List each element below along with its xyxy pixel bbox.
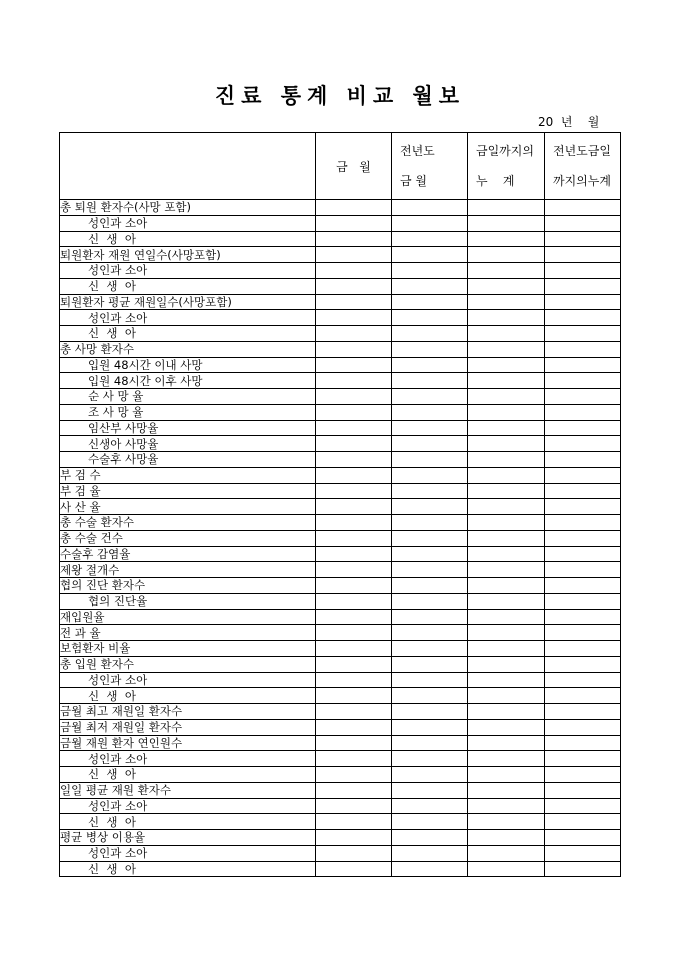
value-cell[interactable] — [545, 704, 621, 720]
table-row — [60, 263, 621, 279]
value-cell[interactable] — [316, 357, 392, 373]
table-row — [60, 735, 621, 751]
row-label: 총 퇴원 환자수(사망 포함) — [60, 200, 316, 216]
row-label: 성인과 소아 — [60, 751, 316, 767]
table-row — [60, 200, 621, 216]
table-row — [60, 310, 621, 326]
row-label: 일일 평균 재원 환자수 — [60, 782, 316, 798]
value-cell[interactable] — [468, 483, 545, 499]
row-label: 금월 최저 재원일 환자수 — [60, 719, 316, 735]
row-label: 퇴원환자 평균 재원일수(사망포함) — [60, 294, 316, 310]
value-cell[interactable] — [545, 310, 621, 326]
value-cell[interactable] — [468, 389, 545, 405]
table-row — [60, 656, 621, 672]
table-row — [60, 830, 621, 846]
row-label: 퇴원환자 재원 연일수(사망포함) — [60, 247, 316, 263]
value-cell[interactable] — [545, 656, 621, 672]
value-cell[interactable] — [545, 467, 621, 483]
table-row — [60, 294, 621, 310]
table-row — [60, 782, 621, 798]
value-cell[interactable] — [545, 672, 621, 688]
value-cell[interactable] — [468, 672, 545, 688]
value-cell[interactable] — [392, 562, 468, 578]
row-label: 성인과 소아 — [60, 310, 316, 326]
row-label: 수술후 사망율 — [60, 452, 316, 468]
value-cell[interactable] — [316, 562, 392, 578]
value-cell[interactable] — [545, 562, 621, 578]
value-cell[interactable] — [468, 310, 545, 326]
value-cell[interactable] — [392, 483, 468, 499]
value-cell[interactable] — [545, 641, 621, 657]
value-cell[interactable] — [545, 373, 621, 389]
row-label: 평균 병상 이용율 — [60, 830, 316, 846]
value-cell[interactable] — [545, 814, 621, 830]
value-cell[interactable] — [468, 546, 545, 562]
value-cell[interactable] — [392, 263, 468, 279]
value-cell[interactable] — [392, 499, 468, 515]
value-cell[interactable] — [545, 830, 621, 846]
value-cell[interactable] — [392, 326, 468, 342]
table-row — [60, 452, 621, 468]
row-label: 신 생 아 — [60, 767, 316, 783]
value-cell[interactable] — [316, 341, 392, 357]
value-cell[interactable] — [468, 404, 545, 420]
value-cell[interactable] — [316, 420, 392, 436]
value-cell[interactable] — [545, 294, 621, 310]
value-cell[interactable] — [316, 200, 392, 216]
row-label: 신 생 아 — [60, 278, 316, 294]
table-row — [60, 389, 621, 405]
value-cell[interactable] — [316, 546, 392, 562]
header-item — [60, 133, 316, 200]
row-label: 사 산 율 — [60, 499, 316, 515]
value-cell[interactable] — [392, 830, 468, 846]
value-cell[interactable] — [468, 578, 545, 594]
value-cell[interactable] — [392, 735, 468, 751]
value-cell[interactable] — [392, 294, 468, 310]
value-cell[interactable] — [316, 861, 392, 877]
value-cell[interactable] — [392, 688, 468, 704]
table-row — [60, 609, 621, 625]
table-row — [60, 357, 621, 373]
table-row — [60, 278, 621, 294]
table-row — [60, 719, 621, 735]
row-label: 입원 48시간 이후 사망 — [60, 373, 316, 389]
value-cell[interactable] — [316, 814, 392, 830]
row-label: 순 사 망 율 — [60, 389, 316, 405]
value-cell[interactable] — [545, 326, 621, 342]
row-label: 부 검 율 — [60, 483, 316, 499]
value-cell[interactable] — [316, 294, 392, 310]
row-label: 전 과 율 — [60, 625, 316, 641]
value-cell[interactable] — [545, 436, 621, 452]
value-cell[interactable] — [316, 578, 392, 594]
header-row — [60, 133, 621, 200]
header-line2: 누 계 — [476, 174, 515, 188]
table-row — [60, 845, 621, 861]
table-row — [60, 326, 621, 342]
value-cell[interactable] — [545, 357, 621, 373]
header-this-month — [316, 133, 392, 200]
table-row — [60, 641, 621, 657]
value-cell[interactable] — [392, 436, 468, 452]
value-cell[interactable] — [545, 625, 621, 641]
value-cell[interactable] — [468, 530, 545, 546]
value-cell[interactable] — [468, 515, 545, 531]
row-label: 총 입원 환자수 — [60, 656, 316, 672]
table-row — [60, 215, 621, 231]
value-cell[interactable] — [545, 483, 621, 499]
row-label: 신 생 아 — [60, 231, 316, 247]
value-cell[interactable] — [468, 767, 545, 783]
value-cell[interactable] — [468, 263, 545, 279]
table-row — [60, 546, 621, 562]
table-row — [60, 231, 621, 247]
value-cell[interactable] — [468, 562, 545, 578]
value-cell[interactable] — [545, 263, 621, 279]
value-cell[interactable] — [392, 247, 468, 263]
value-cell[interactable] — [545, 515, 621, 531]
value-cell[interactable] — [545, 798, 621, 814]
value-cell[interactable] — [392, 200, 468, 216]
table-row — [60, 247, 621, 263]
table-row — [60, 436, 621, 452]
value-cell[interactable] — [545, 767, 621, 783]
value-cell[interactable] — [545, 200, 621, 216]
table-row — [60, 483, 621, 499]
value-cell[interactable] — [316, 609, 392, 625]
value-cell[interactable] — [468, 656, 545, 672]
value-cell[interactable] — [468, 436, 545, 452]
value-cell[interactable] — [316, 436, 392, 452]
value-cell[interactable] — [545, 341, 621, 357]
value-cell[interactable] — [316, 452, 392, 468]
value-cell[interactable] — [392, 641, 468, 657]
value-cell[interactable] — [468, 278, 545, 294]
value-cell[interactable] — [316, 467, 392, 483]
value-cell[interactable] — [392, 861, 468, 877]
value-cell[interactable] — [316, 688, 392, 704]
value-cell[interactable] — [316, 231, 392, 247]
value-cell[interactable] — [392, 578, 468, 594]
value-cell[interactable] — [392, 404, 468, 420]
value-cell[interactable] — [392, 625, 468, 641]
value-cell[interactable] — [545, 420, 621, 436]
value-cell[interactable] — [468, 830, 545, 846]
row-label: 협의 진단 환자수 — [60, 578, 316, 594]
row-label: 보험환자 비율 — [60, 641, 316, 657]
value-cell[interactable] — [468, 420, 545, 436]
value-cell[interactable] — [316, 404, 392, 420]
header-line1: 전년도 — [400, 144, 435, 158]
row-label: 임산부 사망율 — [60, 420, 316, 436]
value-cell[interactable] — [468, 609, 545, 625]
value-cell[interactable] — [392, 215, 468, 231]
value-cell[interactable] — [392, 814, 468, 830]
value-cell[interactable] — [316, 483, 392, 499]
value-cell[interactable] — [545, 546, 621, 562]
table-row — [60, 404, 621, 420]
value-cell[interactable] — [545, 499, 621, 515]
row-label: 총 수술 환자수 — [60, 515, 316, 531]
table-row — [60, 578, 621, 594]
row-label: 협의 진단율 — [60, 593, 316, 609]
value-cell[interactable] — [392, 420, 468, 436]
value-cell[interactable] — [468, 341, 545, 357]
table-row — [60, 530, 621, 546]
table-row — [60, 625, 621, 641]
date-line: 20 년 월 — [538, 115, 600, 129]
value-cell[interactable] — [316, 593, 392, 609]
document-title: 진료 통계 비교 월보 — [214, 83, 466, 108]
header-prev-year-month — [392, 133, 468, 200]
value-cell[interactable] — [468, 215, 545, 231]
row-label: 성인과 소아 — [60, 263, 316, 279]
value-cell[interactable] — [468, 326, 545, 342]
row-label: 신 생 아 — [60, 326, 316, 342]
value-cell[interactable] — [468, 247, 545, 263]
value-cell[interactable] — [316, 735, 392, 751]
value-cell[interactable] — [316, 278, 392, 294]
value-cell[interactable] — [545, 609, 621, 625]
value-cell[interactable] — [545, 688, 621, 704]
row-label: 총 사망 환자수 — [60, 341, 316, 357]
table-row — [60, 467, 621, 483]
value-cell[interactable] — [468, 719, 545, 735]
row-label: 부 검 수 — [60, 467, 316, 483]
header-line2: 까지의누계 — [553, 174, 611, 188]
value-cell[interactable] — [545, 247, 621, 263]
value-cell[interactable] — [392, 546, 468, 562]
value-cell[interactable] — [392, 341, 468, 357]
table-row — [60, 767, 621, 783]
value-cell[interactable] — [392, 656, 468, 672]
row-label: 입원 48시간 이내 사망 — [60, 357, 316, 373]
table-row — [60, 593, 621, 609]
value-cell[interactable] — [468, 735, 545, 751]
table-row — [60, 814, 621, 830]
value-cell[interactable] — [316, 215, 392, 231]
value-cell[interactable] — [316, 767, 392, 783]
value-cell[interactable] — [392, 767, 468, 783]
value-cell[interactable] — [316, 389, 392, 405]
value-cell[interactable] — [316, 830, 392, 846]
value-cell[interactable] — [316, 530, 392, 546]
row-label: 조 사 망 율 — [60, 404, 316, 420]
value-cell[interactable] — [392, 373, 468, 389]
row-label: 성인과 소아 — [60, 215, 316, 231]
value-cell[interactable] — [316, 798, 392, 814]
row-label: 신생아 사망율 — [60, 436, 316, 452]
table-row — [60, 515, 621, 531]
value-cell[interactable] — [392, 310, 468, 326]
table-row — [60, 562, 621, 578]
row-label: 신 생 아 — [60, 814, 316, 830]
value-cell[interactable] — [545, 593, 621, 609]
value-cell[interactable] — [392, 593, 468, 609]
table-row — [60, 341, 621, 357]
value-cell[interactable] — [316, 326, 392, 342]
value-cell[interactable] — [316, 310, 392, 326]
table-body — [60, 200, 621, 877]
value-cell[interactable] — [316, 704, 392, 720]
value-cell[interactable] — [468, 688, 545, 704]
header-prev-year-cumulative — [545, 133, 621, 200]
value-cell[interactable] — [316, 719, 392, 735]
value-cell[interactable] — [392, 845, 468, 861]
value-cell[interactable] — [316, 263, 392, 279]
row-label: 신 생 아 — [60, 688, 316, 704]
value-cell[interactable] — [545, 404, 621, 420]
value-cell[interactable] — [545, 751, 621, 767]
row-label: 성인과 소아 — [60, 798, 316, 814]
value-cell[interactable] — [392, 278, 468, 294]
row-label: 재입원율 — [60, 609, 316, 625]
value-cell[interactable] — [316, 672, 392, 688]
row-label: 총 수술 건수 — [60, 530, 316, 546]
value-cell[interactable] — [316, 641, 392, 657]
value-cell[interactable] — [545, 845, 621, 861]
value-cell[interactable] — [316, 845, 392, 861]
value-cell[interactable] — [468, 499, 545, 515]
value-cell[interactable] — [468, 467, 545, 483]
value-cell[interactable] — [468, 798, 545, 814]
value-cell[interactable] — [392, 452, 468, 468]
value-cell[interactable] — [468, 782, 545, 798]
value-cell[interactable] — [468, 845, 545, 861]
value-cell[interactable] — [468, 373, 545, 389]
value-cell[interactable] — [316, 515, 392, 531]
value-cell[interactable] — [316, 656, 392, 672]
table-row — [60, 861, 621, 877]
value-cell[interactable] — [545, 452, 621, 468]
value-cell[interactable] — [316, 373, 392, 389]
table-row — [60, 499, 621, 515]
table-row — [60, 704, 621, 720]
value-cell[interactable] — [545, 735, 621, 751]
value-cell[interactable] — [392, 719, 468, 735]
value-cell[interactable] — [545, 578, 621, 594]
value-cell[interactable] — [392, 704, 468, 720]
header-line1: 전년도금일 — [553, 144, 611, 158]
value-cell[interactable] — [316, 625, 392, 641]
header-this-month-label: 금 월 — [336, 159, 371, 174]
value-cell[interactable] — [468, 861, 545, 877]
value-cell[interactable] — [392, 515, 468, 531]
value-cell[interactable] — [392, 530, 468, 546]
table-row — [60, 373, 621, 389]
value-cell[interactable] — [545, 719, 621, 735]
value-cell[interactable] — [468, 231, 545, 247]
row-label: 성인과 소아 — [60, 672, 316, 688]
row-label: 금월 최고 재원일 환자수 — [60, 704, 316, 720]
row-label: 신 생 아 — [60, 861, 316, 877]
value-cell[interactable] — [545, 530, 621, 546]
value-cell[interactable] — [392, 231, 468, 247]
value-cell[interactable] — [392, 357, 468, 373]
header-cumulative — [468, 133, 545, 200]
value-cell[interactable] — [545, 389, 621, 405]
row-label: 성인과 소아 — [60, 845, 316, 861]
value-cell[interactable] — [316, 247, 392, 263]
table-row — [60, 672, 621, 688]
header-line2: 금 월 — [400, 174, 427, 188]
value-cell[interactable] — [545, 782, 621, 798]
header-line1: 금일까지의 — [476, 144, 534, 158]
value-cell[interactable] — [545, 231, 621, 247]
table-row — [60, 751, 621, 767]
row-label: 수술후 감염율 — [60, 546, 316, 562]
value-cell[interactable] — [468, 357, 545, 373]
table-row — [60, 688, 621, 704]
stats-table — [59, 132, 621, 877]
row-label: 제왕 절개수 — [60, 562, 316, 578]
value-cell[interactable] — [468, 751, 545, 767]
value-cell[interactable] — [392, 798, 468, 814]
value-cell[interactable] — [468, 641, 545, 657]
value-cell[interactable] — [468, 593, 545, 609]
value-cell[interactable] — [392, 751, 468, 767]
value-cell[interactable] — [316, 499, 392, 515]
value-cell[interactable] — [392, 672, 468, 688]
value-cell[interactable] — [392, 389, 468, 405]
row-label: 금월 재원 환자 연인원수 — [60, 735, 316, 751]
value-cell[interactable] — [468, 704, 545, 720]
value-cell[interactable] — [468, 814, 545, 830]
value-cell[interactable] — [545, 278, 621, 294]
value-cell[interactable] — [468, 200, 545, 216]
value-cell[interactable] — [468, 294, 545, 310]
table-row — [60, 420, 621, 436]
value-cell[interactable] — [392, 782, 468, 798]
value-cell[interactable] — [316, 782, 392, 798]
value-cell[interactable] — [545, 215, 621, 231]
value-cell[interactable] — [316, 751, 392, 767]
value-cell[interactable] — [545, 861, 621, 877]
value-cell[interactable] — [468, 625, 545, 641]
value-cell[interactable] — [392, 609, 468, 625]
table-row — [60, 798, 621, 814]
value-cell[interactable] — [468, 452, 545, 468]
value-cell[interactable] — [392, 467, 468, 483]
